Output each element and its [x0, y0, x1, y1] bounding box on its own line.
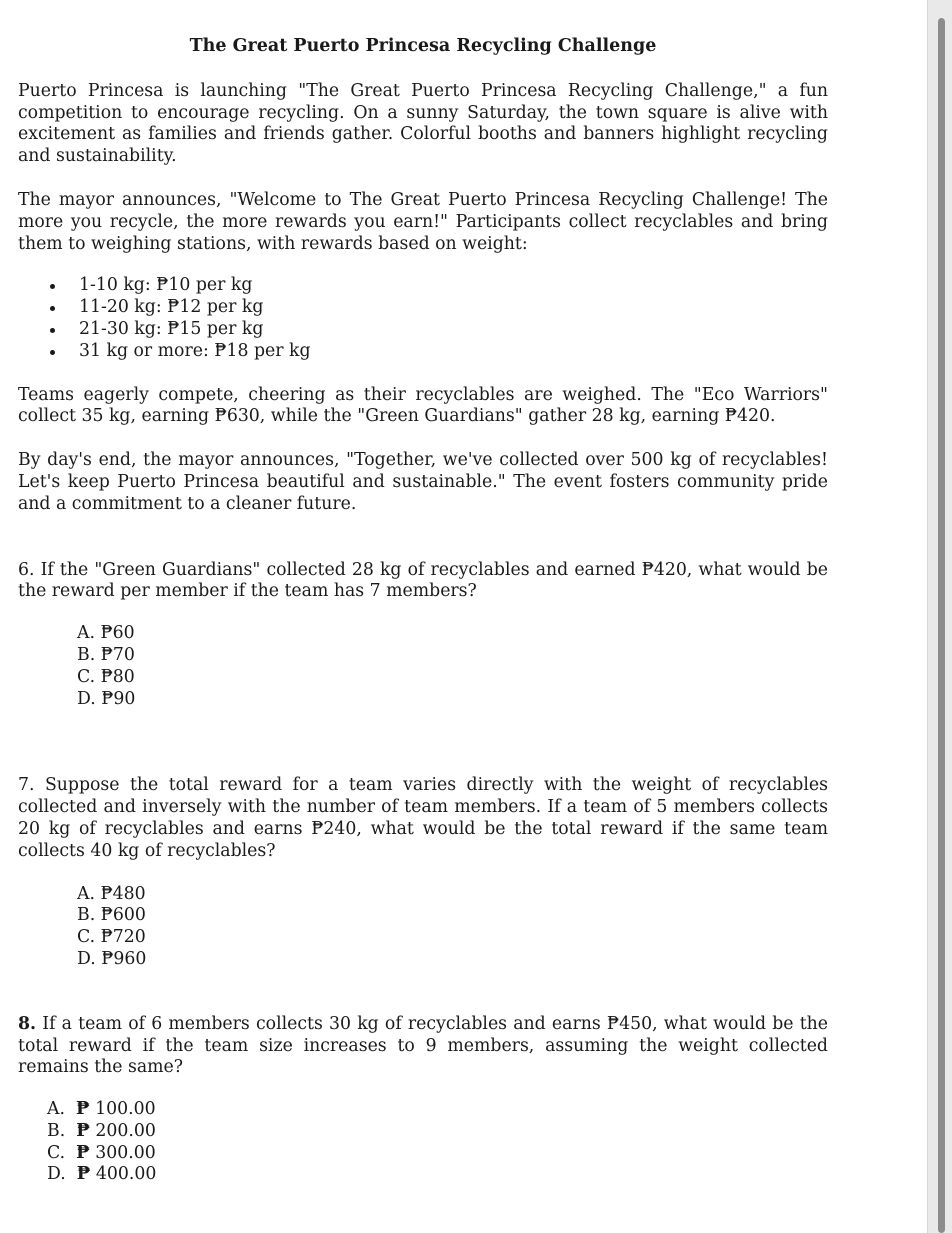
scrollbar-thumb[interactable]	[938, 18, 945, 1233]
reward-tier-item: 21-30 kg: ₱15 per kg	[18, 319, 828, 341]
bullet-icon	[50, 328, 55, 333]
bullet-icon	[50, 284, 55, 289]
answer-option[interactable]: C. ₱ 300.00	[47, 1142, 156, 1163]
peso-sign: ₱	[76, 1164, 91, 1185]
question-6	[18, 560, 828, 604]
answer-option[interactable]: D. ₱960	[77, 948, 147, 969]
question-7-options	[18, 884, 828, 971]
answer-option[interactable]: B. ₱ 200.00	[47, 1120, 156, 1141]
document-title: The Great Puerto Princesa Recycling Challenge	[189, 36, 657, 56]
answer-option[interactable]: C. ₱80	[77, 666, 135, 687]
answer-option[interactable]: D. ₱90	[77, 688, 136, 709]
reward-tier-item: 11-20 kg: ₱12 per kg	[18, 297, 828, 319]
closing-paragraph-2: By day's end, the mayor announces, "Together, we've collected over 500 kg of recyclables! Let's keep Puerto Princesa beautiful and sustainable." The event fosters community pride and a commitment to a cleaner future.	[18, 450, 828, 514]
peso-sign: ₱	[75, 1099, 90, 1120]
bullet-icon	[50, 350, 55, 355]
bullet-icon	[50, 306, 55, 311]
vertical-scrollbar[interactable]	[927, 0, 952, 1233]
answer-option[interactable]: A. ₱480	[77, 883, 146, 904]
question-7-text: 7. Suppose the total reward for a team varies directly with the weight of recyclables collected and inversely with the number of team members. If a team of 5 members collects 20 kg of recyclables and earns ₱240, what would be the total reward if the same team collects 40 kg of recyclables?	[18, 775, 828, 861]
reward-tier-item: 31 kg or more: ₱18 per kg	[18, 341, 828, 363]
reward-tier-item: 1-10 kg: ₱10 per kg	[18, 275, 828, 297]
answer-option[interactable]: B. ₱600	[77, 905, 146, 926]
question-number: 7.	[18, 775, 35, 796]
question-number: 8.	[18, 1013, 37, 1034]
answer-option[interactable]: C. ₱720	[77, 927, 146, 948]
answer-option[interactable]: A. ₱ 100.00	[47, 1099, 156, 1120]
question-8-options	[18, 1099, 828, 1186]
closing-paragraph-1: Teams eagerly compete, cheering as their recyclables are weighed. The "Eco Warriors" collect 35 kg, earning ₱630, while the "Green Guardians" gather 28 kg, earning ₱420.	[18, 384, 828, 427]
answer-option[interactable]: A. ₱60	[77, 623, 135, 644]
document-page	[18, 36, 828, 1186]
answer-option[interactable]: D. ₱ 400.00	[47, 1164, 157, 1185]
reward-tier-list	[18, 275, 828, 362]
peso-sign: ₱	[76, 1142, 90, 1163]
question-7	[18, 775, 828, 862]
intro-paragraph-2: The mayor announces, "Welcome to The Great Puerto Princesa Recycling Challenge! The more you recycle, the more rewards you earn!" Participants collect recyclables and bring them to weighing stations, with rewards based on weight:	[18, 189, 828, 254]
intro-paragraph-1: Puerto Princesa is launching "The Great Puerto Princesa Recycling Challenge," a fun competition to encourage recycling. On a sunny Saturday, the town square is alive with excitement as families and friends gather. Colorful booths and banners highlight recycling and sustainability.	[18, 80, 828, 167]
question-8-text: 8. If a team of 6 members collects 30 kg of recyclables and earns ₱450, what would be the total reward if the team size increases to 9 members, assuming the weight collected remains the same?	[18, 1013, 828, 1078]
question-8	[18, 1014, 828, 1079]
answer-option[interactable]: B. ₱70	[77, 644, 135, 665]
peso-sign: ₱	[76, 1120, 90, 1141]
question-6-text: 6. If the "Green Guardians" collected 28 kg of recyclables and earned ₱420, what would be the reward per member if the team has 7 members?	[18, 559, 828, 602]
question-6-options	[18, 623, 828, 710]
question-number: 6.	[18, 559, 35, 580]
